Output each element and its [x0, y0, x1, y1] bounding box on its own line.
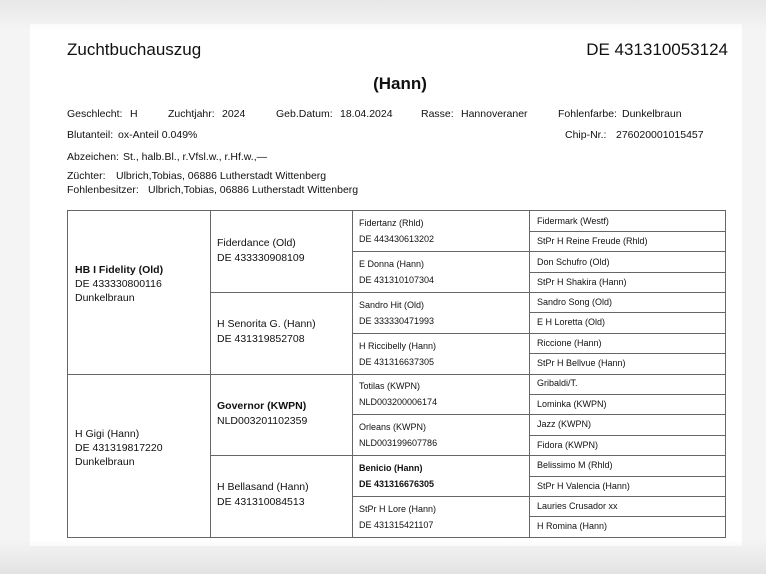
- great-grandparent-name: Sandro Hit (Old): [359, 300, 425, 310]
- ancestor-gen4: Don Schufro (Old): [537, 257, 610, 267]
- markings-label: Abzeichen:: [67, 151, 119, 163]
- great-grandparent-cell: [359, 419, 437, 451]
- document-title: Zuchtbuchauszug: [67, 40, 202, 59]
- ancestor-gen4: Lominka (KWPN): [537, 399, 607, 409]
- birth-date-value: 18.04.2024: [340, 108, 393, 120]
- grandparent-name: H Senorita G. (Hann): [217, 318, 316, 330]
- sex-label: Geschlecht:: [67, 108, 123, 120]
- markings-value: St., halb.Bl., r.Vfsl.w., r.Hf.w.,—: [123, 151, 268, 163]
- great-grandparent-cell: [359, 460, 434, 492]
- ancestor-gen4: Jazz (KWPN): [537, 419, 591, 429]
- great-grandparent-name: Fidertanz (Rhld): [359, 218, 424, 228]
- ancestor-gen4: Lauries Crusador xx: [537, 501, 618, 511]
- great-grandparent-id: DE 431316637305: [359, 357, 435, 367]
- great-grandparent-id: NLD003199607786: [359, 438, 438, 448]
- grandparent-cell: [217, 317, 316, 347]
- sex-value: H: [130, 108, 138, 120]
- foal-color-label: Fohlenfarbe:: [558, 108, 617, 120]
- great-grandparent-id: DE 333330471993: [359, 316, 435, 326]
- chip-label: Chip-Nr.:: [565, 129, 607, 141]
- ancestor-gen4: Riccione (Hann): [537, 338, 602, 348]
- great-grandparent-cell: [359, 378, 437, 410]
- great-grandparent-id: DE 443430613202: [359, 234, 435, 244]
- great-grandparent-id: DE 431315421107: [359, 520, 434, 530]
- owner-value: Ulbrich,Tobias, 06886 Lutherstadt Wittenberg: [148, 184, 359, 196]
- great-grandparent-name: Totilas (KWPN): [359, 381, 421, 391]
- grandparent-name: H Bellasand (Hann): [217, 481, 309, 493]
- birth-date-label: Geb.Datum:: [276, 108, 333, 120]
- great-grandparent-cell: [359, 215, 434, 247]
- ancestor-gen4: Belissimo M (Rhld): [537, 460, 613, 470]
- ancestor-gen4: H Romina (Hann): [537, 521, 608, 531]
- ueln-number: DE 431310053124: [586, 40, 728, 59]
- sire-cell: [75, 263, 163, 305]
- sire-name: HB I Fidelity (Old): [75, 264, 164, 276]
- ancestor-gen4: Gribaldi/T.: [537, 378, 578, 388]
- great-grandparent-name: H Riccibelly (Hann): [359, 341, 437, 351]
- ancestor-gen4: Fidora (KWPN): [537, 440, 599, 450]
- grandparent-cell: [217, 399, 307, 429]
- great-grandparent-cell: [359, 256, 434, 288]
- sire-color: Dunkelbraun: [75, 292, 135, 304]
- ancestor-gen4: Sandro Song (Old): [537, 297, 613, 307]
- ancestor-gen4: Fidermark (Westf): [537, 216, 609, 226]
- breed-label: Rasse:: [421, 108, 454, 120]
- great-grandparent-cell: [359, 501, 436, 533]
- sire-id: DE 433330800116: [75, 278, 162, 290]
- dam-id: DE 431319817220: [75, 442, 163, 454]
- bottom-shadow: [0, 540, 766, 574]
- owner-label: Fohlenbesitzer:: [67, 184, 139, 196]
- blood-share-label: Blutanteil:: [67, 129, 114, 141]
- ancestor-gen4: StPr H Reine Freude (Rhld): [537, 236, 648, 246]
- great-grandparent-id: NLD003200006174: [359, 397, 438, 407]
- breeder-value: Ulbrich,Tobias, 06886 Lutherstadt Wittenberg: [116, 170, 327, 182]
- grandparent-id: DE 431310084513: [217, 496, 305, 508]
- grandparent-name: Governor (KWPN): [217, 400, 307, 412]
- breeding-year-value: 2024: [222, 108, 246, 120]
- grandparent-id: NLD003201102359: [217, 415, 308, 427]
- great-grandparent-name: Orleans (KWPN): [359, 422, 427, 432]
- pedigree-row-divider: [68, 374, 725, 375]
- great-grandparent-name: Benicio (Hann): [359, 463, 423, 473]
- great-grandparent-cell: [359, 338, 436, 370]
- breed-value: Hannoveraner: [461, 108, 528, 120]
- dam-color: Dunkelbraun: [75, 456, 135, 468]
- ancestor-gen4: StPr H Valencia (Hann): [537, 481, 630, 491]
- grandparent-id: DE 431319852708: [217, 333, 305, 345]
- breeder-label: Züchter:: [67, 170, 106, 182]
- blood-share-value: ox-Anteil 0.049%: [118, 129, 198, 141]
- great-grandparent-cell: [359, 297, 434, 329]
- top-shadow: [0, 0, 766, 30]
- ancestor-gen4: StPr H Shakira (Hann): [537, 277, 627, 287]
- pedigree-row-divider: [210, 455, 725, 456]
- great-grandparent-id: DE 431316676305: [359, 479, 435, 489]
- grandparent-cell: [217, 236, 305, 266]
- dam-name: H Gigi (Hann): [75, 428, 140, 440]
- grandparent-name: Fiderdance (Old): [217, 237, 296, 249]
- pedigree-table: [67, 210, 726, 538]
- breed-code: (Hann): [373, 74, 427, 93]
- ancestor-gen4: StPr H Bellvue (Hann): [537, 358, 626, 368]
- dam-cell: [75, 427, 163, 469]
- chip-value: 276020001015457: [616, 129, 704, 141]
- breeding-year-label: Zuchtjahr:: [168, 108, 215, 120]
- great-grandparent-id: DE 431310107304: [359, 275, 435, 285]
- foal-color-value: Dunkelbraun: [622, 108, 682, 120]
- great-grandparent-name: StPr H Lore (Hann): [359, 504, 437, 514]
- ancestor-gen4: E H Loretta (Old): [537, 317, 606, 327]
- pedigree-row-divider: [210, 292, 725, 293]
- grandparent-cell: [217, 480, 309, 510]
- great-grandparent-name: E Donna (Hann): [359, 259, 425, 269]
- grandparent-id: DE 433330908109: [217, 252, 305, 264]
